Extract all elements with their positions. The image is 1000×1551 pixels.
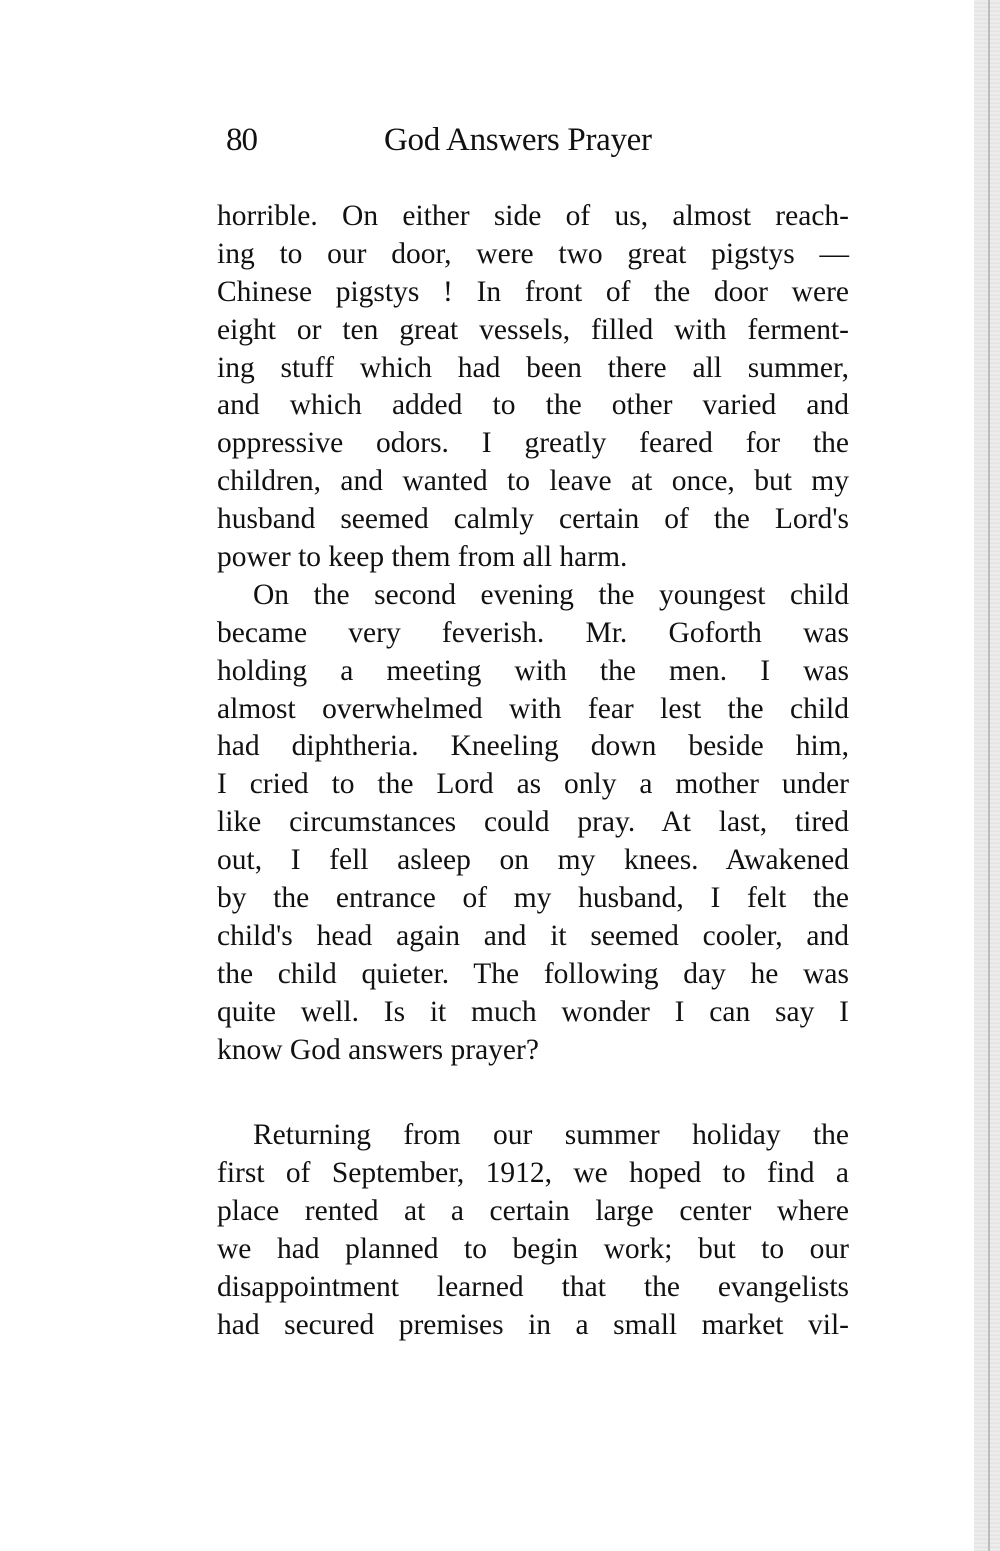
running-head <box>226 122 866 172</box>
text-line: ing stuff which had been there all summer, <box>217 351 849 384</box>
text-line: husband seemed calmly certain of the Lord's <box>217 503 849 536</box>
text-line: became very feverish. Mr. Goforth was <box>217 616 849 649</box>
text-line: Chinese pigstys ! In front of the door were <box>217 275 849 308</box>
text-line: out, I fell asleep on my knees. Awakened <box>217 844 849 877</box>
page-number: 80 <box>226 122 257 158</box>
text-line: I cried to the Lord as only a mother under <box>217 768 849 801</box>
paragraph-3 <box>217 1117 849 1344</box>
text-line: had secured premises in a small market vil- <box>217 1308 849 1341</box>
text-line: first of September, 1912, we hoped to find a <box>217 1157 849 1190</box>
paragraph-2 <box>217 577 849 1070</box>
text-line: ing to our door, were two great pigstys — <box>217 237 849 270</box>
text-line: holding a meeting with the men. I was <box>217 654 849 687</box>
text-line: oppressive odors. I greatly feared for the <box>217 427 849 460</box>
section-break <box>217 1069 849 1117</box>
text-line: almost overwhelmed with fear lest the child <box>217 692 849 725</box>
text-line: we had planned to begin work; but to our <box>217 1233 849 1266</box>
text-line: quite well. Is it much wonder I can say I <box>217 995 849 1028</box>
text-line: disappointment learned that the evangelists <box>217 1271 849 1304</box>
text-line: Returning from our summer holiday the <box>253 1119 849 1152</box>
text-line: On the second evening the youngest child <box>253 578 849 611</box>
text-line: children, and wanted to leave at once, but my <box>217 465 849 498</box>
page-edge-binding <box>974 0 1000 1551</box>
body-text <box>217 198 849 1345</box>
text-line: horrible. On either side of us, almost reach- <box>217 200 849 232</box>
text-line: and which added to the other varied and <box>217 389 849 422</box>
text-line: power to keep them from all harm. <box>217 541 628 574</box>
book-title: God Answers Prayer <box>384 122 652 158</box>
text-line: the child quieter. The following day he was <box>217 957 849 990</box>
page-edge-line <box>988 0 990 1551</box>
text-line: child's head again and it seemed cooler, and <box>217 919 849 952</box>
text-line: eight or ten great vessels, filled with ferment- <box>217 313 849 346</box>
paragraph-1 <box>217 198 849 577</box>
text-line: place rented at a certain large center where <box>217 1195 849 1228</box>
text-line: by the entrance of my husband, I felt the <box>217 882 849 915</box>
text-line: like circumstances could pray. At last, tired <box>217 806 849 839</box>
text-line: had diphtheria. Kneeling down beside him, <box>217 730 849 763</box>
text-line: know God answers prayer? <box>217 1033 539 1066</box>
